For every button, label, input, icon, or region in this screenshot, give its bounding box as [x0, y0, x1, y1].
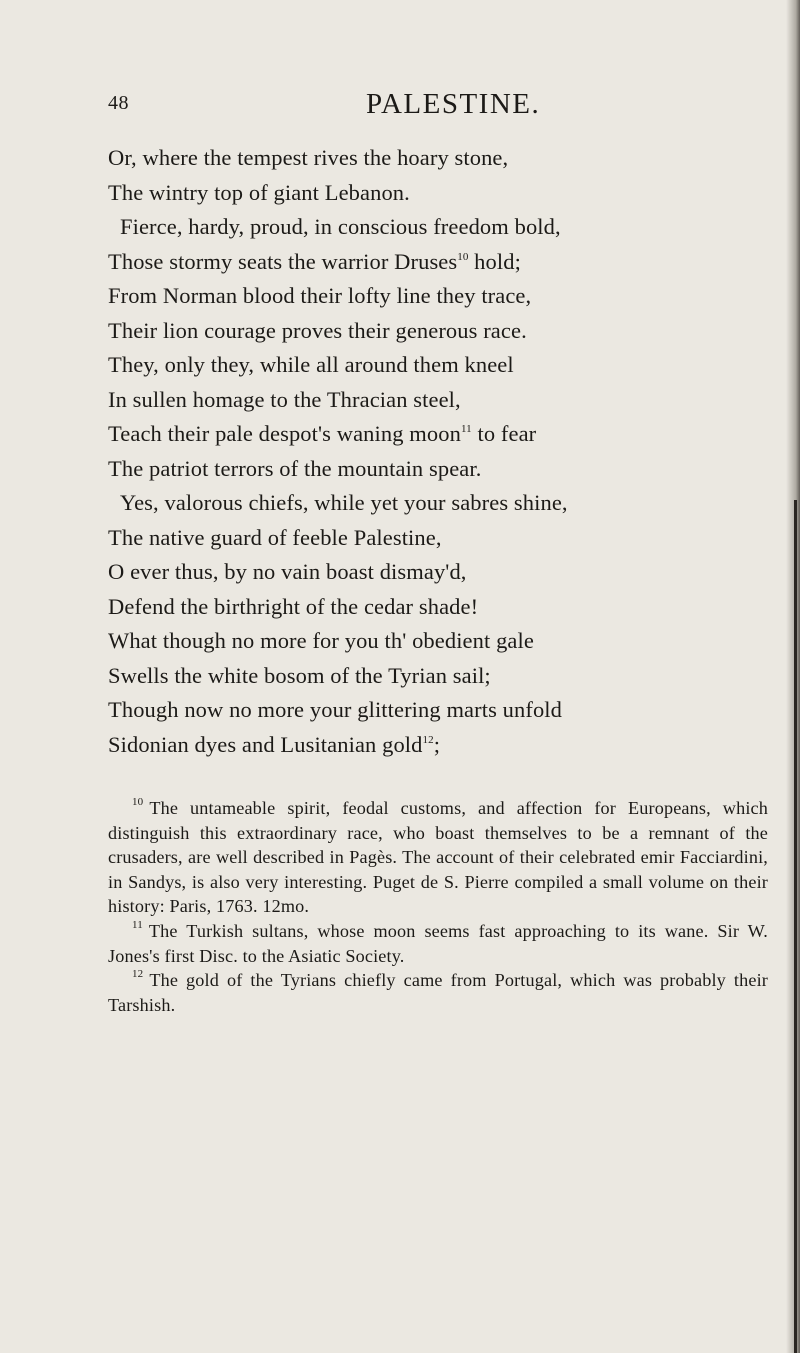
poem-line: The wintry top of giant Lebanon. [108, 179, 410, 205]
footnote-number: 10 [132, 796, 144, 808]
poem-line: Teach their pale despot's waning moon$^{11}$ to fear [108, 421, 537, 446]
footnote-number: 11 [132, 918, 143, 931]
footnote-number: 12 [132, 968, 144, 981]
poem-line: O ever thus, by no vain boast dismay'd, [108, 559, 467, 584]
poem-line: The patriot terrors of the mountain spear. [108, 455, 482, 481]
page-edge-shadow [786, 0, 800, 1353]
footnotes [108, 796, 768, 1017]
poem-line: Yes, valorous chiefs, while yet your sabres shine, [120, 490, 568, 515]
poem-line: In sullen homage to the Thracian steel, [108, 386, 461, 412]
poem-text [108, 141, 788, 762]
poem-line: Or, where the tempest rives the hoary stone, [108, 145, 509, 170]
poem-line: The native guard of feeble Palestine, [108, 524, 442, 550]
page-header [108, 88, 748, 128]
footnote: $^{12}$ The gold of the Tyrians chiefly came from Portugal, which was probably their Tarshish. [108, 968, 768, 1015]
poem-line: Though now no more your glittering marts unfold [108, 697, 563, 722]
poem-line: Their lion courage proves their generous race. [108, 317, 527, 343]
footnote: $^{10}$ The untameable spirit, feodal customs, and affection for Europeans, which distinguish this extraordinary race, who boast themselves to be a remnant of the crusaders, are well described in Pagès. The account of their celebrated emir Facciardini, in Sandys, is also very interesting. Puget de S. Pierre compiled a small volume on their history: Paris, 1763. 12mo. [108, 796, 768, 917]
poem-line: They, only they, while all around them kneel [108, 352, 514, 377]
running-head: PALESTINE. [366, 88, 541, 120]
footnote-ref: 11 [460, 423, 472, 435]
footnote: $^{11}$ The Turkish sultans, whose moon seems fast approaching to its wane. Sir W. Jones's first Disc. to the Asiatic Society. [108, 918, 768, 966]
poem-line: Fierce, hardy, proud, in conscious freedom bold, [120, 214, 561, 239]
poem-line: What though no more for you th' obedient gale [108, 628, 534, 653]
poem-line: Swells the white bosom of the Tyrian sail; [108, 662, 491, 688]
poem-line: Defend the birthright of the cedar shade! [108, 593, 479, 619]
footnote-ref: 12 [422, 733, 434, 746]
poem-line: Those stormy seats the warrior Druses$^{10}$ hold; [108, 248, 521, 274]
page-number: 48 [108, 92, 129, 114]
poem-line: Sidonian dyes and Lusitanian gold$^{12}$; [108, 731, 441, 757]
page-edge-line [794, 500, 797, 1353]
poem-line: From Norman blood their lofty line they trace, [108, 283, 532, 308]
footnote-ref: 10 [457, 250, 469, 263]
